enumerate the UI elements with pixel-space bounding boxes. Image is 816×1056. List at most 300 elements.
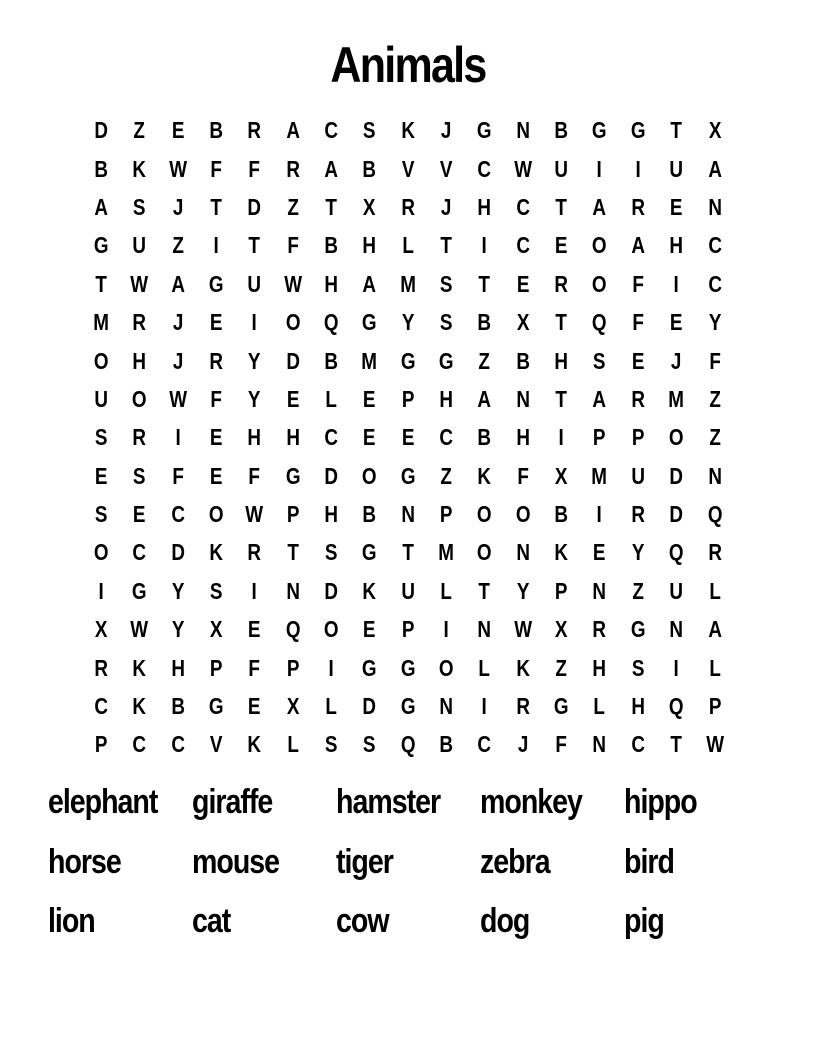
grid-letter[interactable]: Z (172, 232, 184, 259)
grid-letter[interactable]: R (707, 539, 722, 566)
grid-letter[interactable]: L (440, 577, 453, 604)
grid-letter[interactable]: I (481, 693, 488, 720)
grid-letter[interactable]: E (94, 462, 108, 489)
grid-letter[interactable]: Q (400, 731, 416, 758)
grid-letter[interactable]: B (324, 347, 339, 374)
grid-letter[interactable]: F (172, 462, 184, 489)
grid-letter[interactable]: H (362, 232, 377, 259)
grid-letter[interactable]: M (93, 309, 110, 336)
grid-letter[interactable]: U (631, 462, 645, 489)
grid-letter[interactable]: B (171, 693, 185, 720)
grid-letter[interactable]: H (592, 654, 607, 681)
grid-letter[interactable]: C (132, 539, 147, 566)
grid-letter[interactable]: C (324, 117, 339, 144)
grid-letter[interactable]: W (130, 616, 149, 643)
grid-letter[interactable]: X (516, 309, 530, 336)
grid-letter[interactable]: H (554, 347, 569, 374)
word-list (48, 780, 768, 959)
grid-letter[interactable]: G (132, 577, 147, 604)
grid-letter[interactable]: N (401, 501, 415, 528)
grid-letter[interactable]: G (400, 693, 416, 720)
grid-letter[interactable]: E (363, 616, 376, 643)
grid-letter[interactable]: Z (708, 424, 721, 451)
grid-letter[interactable]: T (670, 117, 683, 144)
grid-letter[interactable]: T (555, 193, 568, 220)
grid-letter[interactable]: O (362, 462, 377, 489)
grid-letter[interactable]: X (363, 193, 376, 220)
grid-letter[interactable]: N (477, 616, 492, 643)
grid-letter[interactable]: S (94, 424, 108, 451)
grid-letter[interactable]: K (247, 731, 262, 758)
grid-letter[interactable]: E (670, 193, 683, 220)
grid-letter[interactable]: C (516, 232, 530, 259)
grid-letter[interactable]: T (287, 539, 299, 566)
grid-letter[interactable]: T (210, 193, 222, 220)
word-list-item: dog (480, 902, 530, 940)
grid-letter[interactable]: U (554, 155, 569, 182)
grid-letter[interactable]: N (516, 539, 530, 566)
grid-letter[interactable]: C (477, 155, 492, 182)
grid-letter[interactable]: T (555, 309, 568, 336)
grid-letter[interactable]: S (593, 347, 606, 374)
grid-letter[interactable]: W (130, 270, 149, 297)
grid-letter[interactable]: O (323, 616, 339, 643)
grid-letter[interactable]: B (209, 117, 224, 144)
grid-letter[interactable]: E (171, 117, 185, 144)
grid-letter[interactable]: V (209, 731, 223, 758)
grid-letter[interactable]: O (592, 232, 607, 259)
grid-letter[interactable]: C (477, 731, 492, 758)
grid-letter[interactable]: S (363, 117, 376, 144)
grid-letter[interactable]: B (94, 155, 108, 182)
grid-letter[interactable]: G (630, 616, 646, 643)
grid-letter[interactable]: E (670, 309, 683, 336)
grid-letter[interactable]: R (247, 117, 262, 144)
grid-letter[interactable]: D (669, 501, 684, 528)
grid-letter[interactable]: H (324, 270, 339, 297)
grid-letter[interactable]: U (669, 155, 684, 182)
grid-letter[interactable]: Y (248, 347, 261, 374)
grid-letter[interactable]: V (439, 155, 453, 182)
grid-row (82, 303, 734, 341)
grid-letter[interactable]: U (401, 577, 415, 604)
grid-letter[interactable]: Y (631, 539, 645, 566)
grid-letter[interactable]: G (208, 693, 224, 720)
grid-letter[interactable]: M (438, 539, 455, 566)
grid-letter[interactable]: U (94, 385, 108, 412)
grid-letter[interactable]: C (171, 501, 185, 528)
grid-letter[interactable]: N (707, 462, 722, 489)
grid-letter[interactable]: D (247, 193, 262, 220)
grid-letter[interactable]: W (168, 385, 187, 412)
grid-letter[interactable]: Y (516, 577, 530, 604)
grid-letter[interactable]: N (516, 385, 530, 412)
grid-letter[interactable]: W (705, 731, 724, 758)
word-list-item: horse (48, 842, 121, 881)
grid-letter[interactable]: E (555, 232, 568, 259)
grid-letter[interactable]: Z (287, 193, 299, 220)
grid-letter[interactable]: Q (668, 539, 684, 566)
grid-letter[interactable]: T (555, 385, 568, 412)
grid-letter[interactable]: H (132, 347, 147, 374)
grid-letter[interactable]: A (362, 270, 377, 297)
grid-letter[interactable]: B (516, 347, 530, 374)
grid-letter[interactable]: K (477, 462, 492, 489)
grid-letter[interactable]: I (597, 155, 603, 182)
grid-letter[interactable]: X (708, 117, 721, 144)
page-title: Animals (330, 37, 486, 93)
grid-letter[interactable]: C (707, 270, 722, 297)
grid-letter[interactable]: F (632, 270, 644, 297)
grid-letter[interactable]: R (132, 309, 147, 336)
grid-letter[interactable]: A (631, 232, 645, 259)
grid-letter[interactable]: C (324, 424, 339, 451)
grid-row (82, 380, 734, 418)
grid-letter[interactable]: C (707, 232, 722, 259)
grid-row (82, 495, 734, 533)
grid-letter[interactable]: F (248, 155, 261, 182)
grid-letter[interactable]: Y (708, 309, 721, 336)
grid-letter[interactable]: W (514, 155, 532, 182)
grid-letter[interactable]: N (592, 731, 607, 758)
grid-letter[interactable]: Z (708, 385, 721, 412)
grid-letter[interactable]: B (554, 117, 569, 144)
grid-letter[interactable]: G (362, 309, 377, 336)
grid-letter[interactable]: T (248, 232, 261, 259)
grid-letter[interactable]: P (593, 424, 606, 451)
grid-letter[interactable]: R (631, 193, 645, 220)
grid-letter[interactable]: N (286, 577, 300, 604)
grid-letter[interactable]: B (362, 501, 377, 528)
grid-letter[interactable]: R (132, 424, 147, 451)
grid-letter[interactable]: A (707, 155, 722, 182)
grid-letter[interactable]: R (631, 501, 645, 528)
grid-letter[interactable]: B (554, 501, 569, 528)
grid-letter[interactable]: X (94, 616, 108, 643)
grid-letter[interactable]: J (172, 347, 184, 374)
grid-letter[interactable]: P (631, 424, 645, 451)
grid-letter[interactable]: I (175, 424, 181, 451)
grid-letter[interactable]: T (478, 577, 491, 604)
grid-letter[interactable]: G (477, 117, 492, 144)
grid-letter[interactable]: K (362, 577, 377, 604)
grid-letter[interactable]: H (439, 385, 454, 412)
grid-letter[interactable]: T (478, 270, 491, 297)
grid-letter[interactable]: Z (632, 577, 644, 604)
grid-letter[interactable]: S (324, 539, 338, 566)
grid-letter[interactable]: E (631, 347, 645, 374)
grid-letter[interactable]: A (171, 270, 185, 297)
grid-letter[interactable]: Q (323, 309, 339, 336)
grid-letter[interactable]: S (209, 577, 223, 604)
grid-letter[interactable]: E (516, 270, 530, 297)
grid-letter[interactable]: N (516, 117, 530, 144)
grid-letter[interactable]: F (248, 462, 261, 489)
grid-letter[interactable]: J (671, 347, 682, 374)
grid-letter[interactable]: F (632, 309, 644, 336)
grid-letter[interactable]: F (210, 155, 222, 182)
grid-letter[interactable]: A (592, 385, 607, 412)
grid-letter[interactable]: E (593, 539, 606, 566)
grid-letter[interactable]: T (95, 270, 107, 297)
grid-letter[interactable]: G (400, 462, 416, 489)
grid-letter[interactable]: O (592, 270, 607, 297)
grid-letter[interactable]: J (172, 193, 184, 220)
grid-letter[interactable]: Q (707, 501, 723, 528)
grid-letter[interactable]: R (516, 693, 530, 720)
grid-letter[interactable]: L (478, 654, 491, 681)
grid-letter[interactable]: T (325, 193, 337, 220)
grid-letter[interactable]: K (132, 693, 147, 720)
grid-letter[interactable]: O (132, 385, 147, 412)
grid-letter[interactable]: O (93, 347, 109, 374)
grid-letter[interactable]: O (477, 539, 492, 566)
grid-letter[interactable]: P (286, 501, 300, 528)
grid-letter[interactable]: P (94, 731, 108, 758)
grid-letter[interactable]: A (286, 117, 300, 144)
grid-letter[interactable]: S (363, 731, 376, 758)
grid-letter[interactable]: Q (285, 616, 301, 643)
grid-letter[interactable]: J (172, 309, 184, 336)
grid-letter[interactable]: I (213, 232, 219, 259)
grid-letter[interactable]: B (477, 424, 492, 451)
grid-letter[interactable]: Z (133, 117, 146, 144)
grid-letter[interactable]: S (439, 270, 453, 297)
grid-letter[interactable]: O (668, 424, 684, 451)
grid-letter[interactable]: D (171, 539, 185, 566)
grid-letter[interactable]: H (324, 501, 339, 528)
grid-letter[interactable]: L (708, 577, 721, 604)
grid-letter[interactable]: I (251, 309, 258, 336)
grid-letter[interactable]: F (248, 654, 261, 681)
grid-letter[interactable]: O (515, 501, 531, 528)
grid-letter[interactable]: K (132, 155, 147, 182)
grid-letter[interactable]: I (443, 616, 449, 643)
grid-letter[interactable]: K (401, 117, 415, 144)
grid-letter[interactable]: A (324, 155, 339, 182)
grid-letter[interactable]: G (93, 232, 109, 259)
grid-letter[interactable]: T (440, 232, 453, 259)
grid-letter[interactable]: G (438, 347, 454, 374)
grid-letter[interactable]: X (555, 616, 568, 643)
grid-letter[interactable]: W (168, 155, 187, 182)
grid-letter[interactable]: Y (248, 385, 261, 412)
grid-letter[interactable]: U (247, 270, 262, 297)
grid-letter[interactable]: P (401, 616, 415, 643)
grid-letter[interactable]: C (516, 193, 530, 220)
grid-letter[interactable]: A (94, 193, 108, 220)
grid-letter[interactable]: K (209, 539, 224, 566)
grid-letter[interactable]: B (362, 155, 377, 182)
grid-letter[interactable]: M (668, 385, 685, 412)
grid-letter[interactable]: H (631, 693, 645, 720)
grid-letter[interactable]: E (133, 501, 146, 528)
grid-letter[interactable]: I (673, 654, 679, 681)
grid-letter[interactable]: I (481, 232, 488, 259)
grid-letter[interactable]: T (670, 731, 683, 758)
grid-letter[interactable]: W (283, 270, 302, 297)
grid-letter[interactable]: J (441, 117, 452, 144)
grid-letter[interactable]: V (401, 155, 415, 182)
grid-letter[interactable]: M (591, 462, 608, 489)
grid-letter[interactable]: F (287, 232, 299, 259)
grid-letter[interactable]: O (438, 654, 454, 681)
grid-letter[interactable]: S (631, 654, 645, 681)
grid-letter[interactable]: X (209, 616, 223, 643)
grid-letter[interactable]: N (592, 577, 607, 604)
grid-letter[interactable]: Z (555, 654, 568, 681)
grid-letter[interactable]: Y (401, 309, 415, 336)
grid-letter[interactable]: N (707, 193, 722, 220)
grid-letter[interactable]: F (210, 385, 222, 412)
grid-letter[interactable]: P (555, 577, 568, 604)
grid-letter[interactable]: G (592, 117, 607, 144)
grid-letter[interactable]: W (514, 616, 532, 643)
grid-letter[interactable]: D (94, 117, 108, 144)
grid-letter[interactable]: K (132, 654, 147, 681)
grid-letter[interactable]: E (248, 693, 261, 720)
grid-letter[interactable]: R (554, 270, 569, 297)
grid-letter[interactable]: L (402, 232, 414, 259)
grid-letter[interactable]: Q (668, 693, 684, 720)
grid-letter[interactable]: F (517, 462, 529, 489)
grid-letter[interactable]: O (477, 501, 492, 528)
grid-letter[interactable]: T (402, 539, 414, 566)
grid-letter[interactable]: E (209, 424, 223, 451)
grid-letter[interactable]: A (477, 385, 492, 412)
grid-letter[interactable]: R (631, 385, 645, 412)
grid-letter[interactable]: S (439, 309, 453, 336)
grid-letter[interactable]: R (94, 654, 108, 681)
grid-letter[interactable]: C (132, 731, 147, 758)
grid-letter[interactable]: E (209, 462, 223, 489)
grid-letter[interactable]: E (401, 424, 415, 451)
grid-letter[interactable]: J (517, 731, 529, 758)
grid-letter[interactable]: G (630, 117, 646, 144)
grid-letter[interactable]: L (708, 654, 721, 681)
grid-letter[interactable]: D (286, 347, 300, 374)
grid-letter[interactable]: G (553, 693, 569, 720)
grid-letter[interactable]: E (363, 385, 376, 412)
grid-letter[interactable]: E (363, 424, 376, 451)
grid-letter[interactable]: Q (592, 309, 607, 336)
grid-letter[interactable]: L (325, 385, 337, 412)
grid-letter[interactable]: P (286, 654, 300, 681)
grid-letter[interactable]: U (669, 577, 684, 604)
grid-row (82, 111, 734, 149)
grid-letter[interactable]: P (439, 501, 453, 528)
grid-letter[interactable]: F (555, 731, 568, 758)
grid-letter[interactable]: E (209, 309, 223, 336)
grid-letter[interactable]: A (592, 193, 607, 220)
grid-letter[interactable]: D (324, 462, 339, 489)
grid-letter[interactable]: B (324, 232, 339, 259)
grid-letter[interactable]: Y (171, 616, 185, 643)
grid-letter[interactable]: A (707, 616, 722, 643)
grid-letter[interactable]: G (285, 462, 301, 489)
grid-letter[interactable]: G (400, 347, 416, 374)
grid-letter[interactable]: K (554, 539, 569, 566)
grid-letter[interactable]: O (208, 501, 224, 528)
grid-row (82, 457, 734, 495)
grid-letter[interactable]: P (708, 693, 721, 720)
grid-letter[interactable]: L (287, 731, 299, 758)
grid-letter[interactable]: R (247, 539, 262, 566)
grid-letter[interactable]: C (631, 731, 645, 758)
grid-letter[interactable]: O (285, 309, 301, 336)
grid-letter[interactable]: I (673, 270, 679, 297)
grid-letter[interactable]: I (98, 577, 104, 604)
grid-letter[interactable]: W (245, 501, 264, 528)
grid-letter[interactable]: R (592, 616, 607, 643)
grid-letter[interactable]: S (133, 462, 146, 489)
grid-letter[interactable]: S (133, 193, 146, 220)
grid-letter[interactable]: H (669, 232, 684, 259)
grid-letter[interactable]: M (400, 270, 416, 297)
grid-letter[interactable]: L (593, 693, 606, 720)
grid-letter[interactable]: I (558, 424, 564, 451)
grid-row (82, 648, 734, 686)
grid-letter[interactable]: Z (478, 347, 491, 374)
grid-letter[interactable]: R (401, 193, 415, 220)
grid-letter[interactable]: M (361, 347, 378, 374)
grid-letter[interactable]: I (251, 577, 258, 604)
grid-letter[interactable]: P (401, 385, 415, 412)
grid-letter[interactable]: R (286, 155, 300, 182)
grid-letter[interactable]: X (555, 462, 568, 489)
grid-letter[interactable]: G (362, 654, 377, 681)
grid-letter[interactable]: S (324, 731, 338, 758)
grid-letter[interactable]: Y (171, 577, 185, 604)
grid-letter[interactable]: N (669, 616, 684, 643)
grid-letter[interactable]: C (439, 424, 454, 451)
grid-letter[interactable]: I (328, 654, 334, 681)
grid-letter[interactable]: G (400, 654, 416, 681)
grid-letter[interactable]: P (209, 654, 223, 681)
grid-letter[interactable]: K (516, 654, 530, 681)
grid-letter[interactable]: G (208, 270, 224, 297)
grid-letter[interactable]: G (362, 539, 377, 566)
grid-letter[interactable]: I (635, 155, 641, 182)
grid-letter[interactable]: H (286, 424, 300, 451)
grid-letter[interactable]: F (708, 347, 721, 374)
grid-letter[interactable]: N (439, 693, 454, 720)
grid-letter[interactable]: S (94, 501, 108, 528)
grid-letter[interactable]: X (286, 693, 300, 720)
grid-letter[interactable]: E (248, 616, 261, 643)
grid-letter[interactable]: O (93, 539, 109, 566)
grid-letter[interactable]: B (439, 731, 454, 758)
grid-letter[interactable]: U (132, 232, 147, 259)
grid-letter[interactable]: L (325, 693, 337, 720)
grid-letter[interactable]: I (597, 501, 603, 528)
grid-letter[interactable]: R (209, 347, 224, 374)
grid-letter[interactable]: H (171, 654, 185, 681)
grid-letter[interactable]: E (286, 385, 300, 412)
grid-letter[interactable]: H (477, 193, 492, 220)
grid-letter[interactable]: D (324, 577, 339, 604)
grid-letter[interactable]: C (171, 731, 185, 758)
grid-letter[interactable]: H (516, 424, 530, 451)
grid-letter[interactable]: H (247, 424, 262, 451)
grid-letter[interactable]: J (441, 193, 452, 220)
grid-letter[interactable]: B (477, 309, 492, 336)
word-list-item: cat (192, 902, 231, 940)
grid-letter[interactable]: D (669, 462, 684, 489)
grid-letter[interactable]: Z (440, 462, 453, 489)
grid-letter[interactable]: D (362, 693, 377, 720)
grid-letter[interactable]: C (94, 693, 108, 720)
